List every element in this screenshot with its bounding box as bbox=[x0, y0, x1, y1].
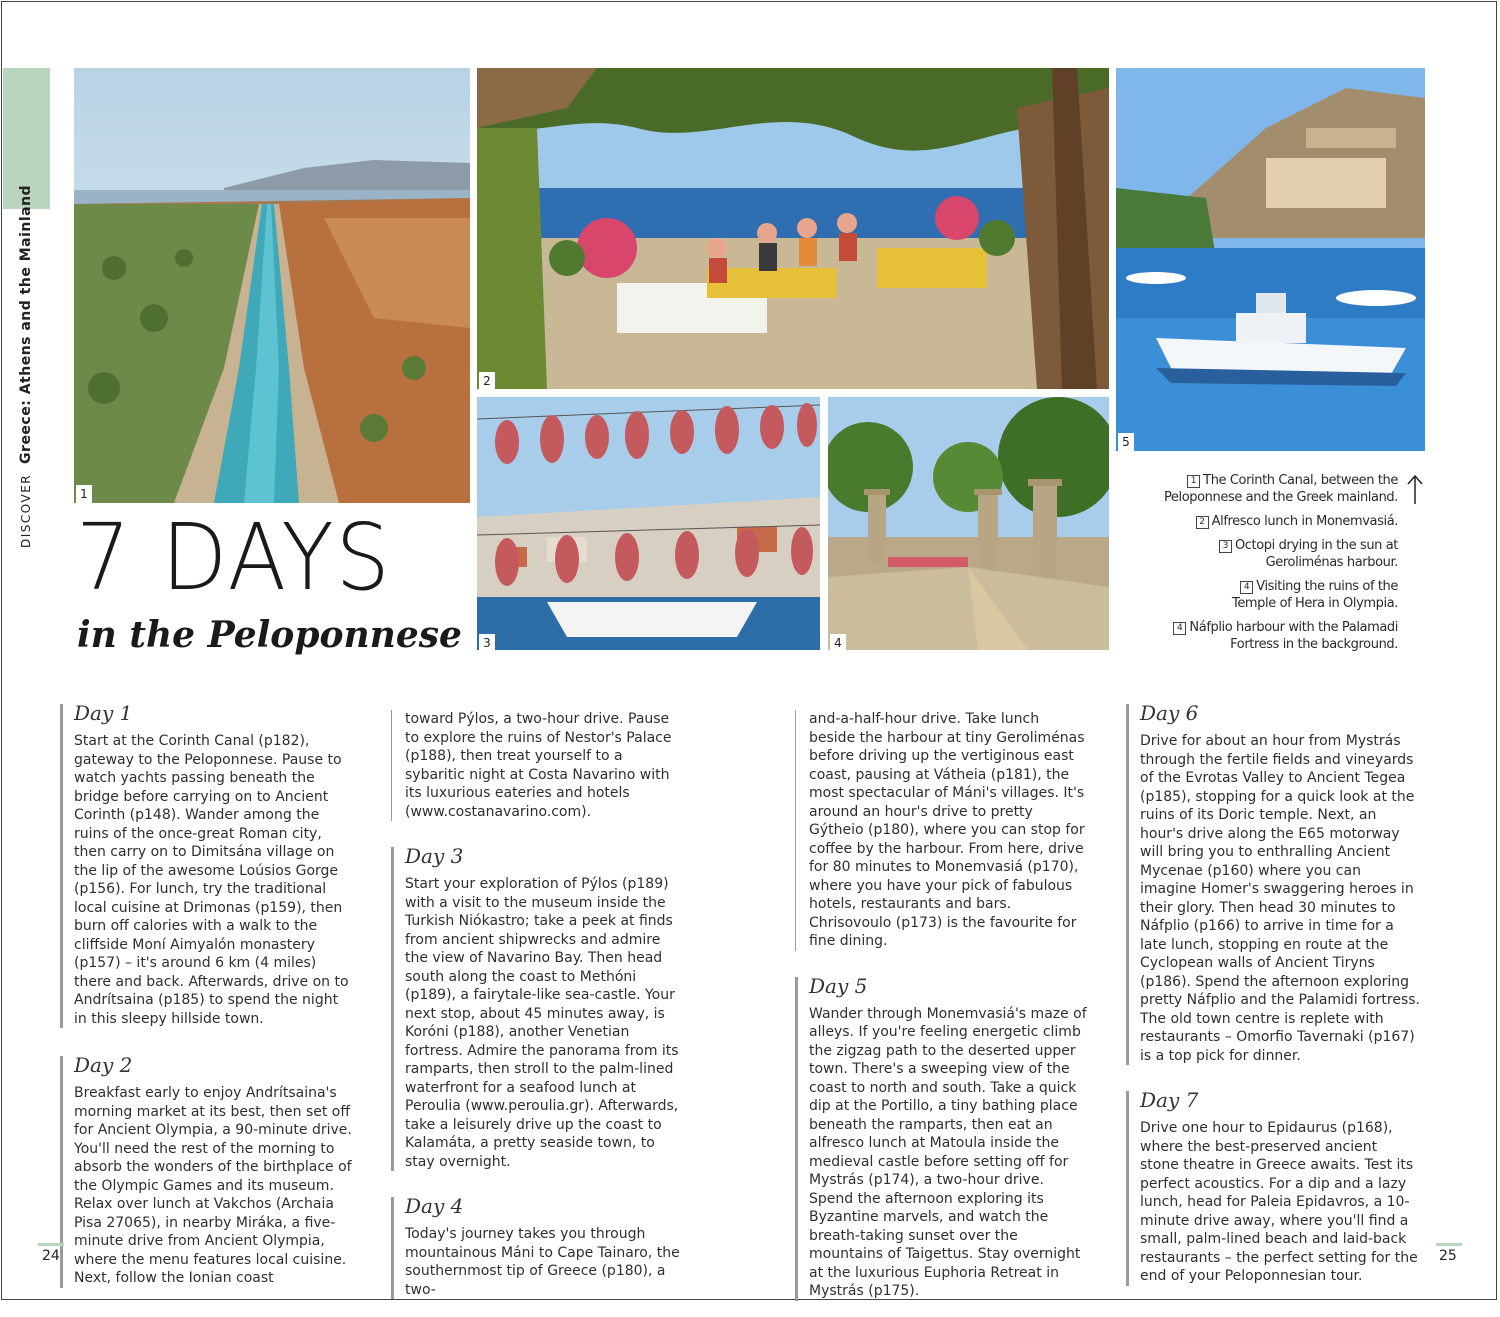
day-1-heading: Day 1 bbox=[74, 701, 133, 725]
day-7-heading: Day 7 bbox=[1140, 1088, 1199, 1112]
photo-number-5: 5 bbox=[1118, 433, 1134, 451]
photo-octopi-drying bbox=[477, 397, 820, 650]
page-number-right-bar bbox=[1436, 1243, 1462, 1246]
day-5-text: Wander through Monemvasiá's maze of alleys. If you're feeling energetic climb the zigzag path to the deserted upper town. There's a sweeping view of the coast to north and south. Take a quick dip at the Portillo, a tiny bathing place beneath the ramparts, then eat an alfresco lunch at Matoula inside the medieval castle before setting off for Mystrás (p174), a two-hour drive. Spend the afternoon exploring its Byzantine marvels, and watch the breath-taking sunset over the mountains of Taigettus. Stay overnight at the luxurious Euphoria Retreat in Mystrás (p175). bbox=[809, 1005, 1087, 1299]
caption-text: Octopi drying in the sun at Geroliménas harbour. bbox=[1234, 538, 1398, 570]
day-3-text: Start your exploration of Pýlos (p189) with a visit to the museum inside the Turkish Niókastro; take a peek at finds from ancient shipwrecks and admire the view of Navarino Bay. Then head south along the coast to Methóni (p189), a fairytale-like sea-castle. Your next stop, about 45 minutes away, is Koróni (p188), another Venetian fortress. Admire the panorama from its ramparts, then stroll to the palm-lined waterfront for a seafood lunch at Peroulia (www.peroulia.gr). Afterwards, take a leisurely drive up the coast to Kalamáta, a pretty seaside town, to stay overnight. bbox=[405, 876, 679, 1170]
caption-number: 1 bbox=[1187, 475, 1200, 488]
day-2-continued bbox=[391, 710, 683, 821]
day-2-section bbox=[60, 1052, 352, 1288]
day-6-text: Drive for about an hour from Mystrás through the fertile fields and vineyards of the Evrotas Valley to Ancient Tegea (p185), stopping for a quick look at the ruins of its Doric temple. Next, an hour's drive along the E65 motorway will bring you to enthralling Ancient Mycenae (p160) where you can imagine Homer's swaggering heroes in their glory. Then head 30 minutes to Náfplio (p166) to arrive in time for a late lunch, stopping en route at the Cyclopean walls of Ancient Tiryns (p186). Spend the afternoon exploring pretty Náfplio and the Palamidi fortress. The old town centre is replete with restaurants – Omorfio Tavernaki (p167) is a top pick for dinner. bbox=[1140, 733, 1420, 1064]
caption-number: 4 bbox=[1173, 622, 1186, 635]
day-1-text: Start at the Corinth Canal (p182), gateway to the Peloponnese. Pause to watch yachts passing beneath the bridge before carrying on to Ancient Corinth (p148). Wander among the ruins of the once-great Roman city, then carry on to Dimitsána village on the lip of the awesome Loúsios Gorge (p156). For lunch, try the traditional local cuisine at Drimonas (p159), then burn off calories with a walk to the cliffside Moní Aimyalón monastery (p157) – it's around 6 km (4 miles) there and back. Afterwards, drive on to Andrítsaina (p185) to spend the night in this sleepy hillside town. bbox=[74, 733, 349, 1027]
caption-2 bbox=[1150, 513, 1398, 530]
day-4-continued-text: and-a-half-hour drive. Take lunch beside the harbour at tiny Geroliménas before driving up the vertiginous east coast, pausing at Vátheia (p181), the most spectacular of Máni's villages. It's around an hour's drive to pretty Gýtheio (p180), where you can stop for coffee by the harbour. From here, drive for 80 minutes to Monemvasiá (p170), where you have your pick of fabulous hotels, restaurants and bars. Chrisovoulo (p173) is the favourite for fine dining. bbox=[809, 711, 1085, 949]
caption-number: 4 bbox=[1240, 581, 1253, 594]
day-4-continued bbox=[795, 710, 1089, 951]
caption-number: 2 bbox=[1196, 516, 1209, 529]
photo-number-1: 1 bbox=[76, 485, 92, 503]
day-6-section bbox=[1126, 700, 1420, 1065]
caption-4 bbox=[1150, 578, 1398, 612]
photo-number-2: 2 bbox=[479, 372, 495, 390]
caption-text: Visiting the ruins of the Temple of Hera in Olympia. bbox=[1231, 579, 1398, 611]
arrow-up-icon bbox=[1406, 474, 1424, 506]
caption-text: Náfplio harbour with the Palamadi Fortress in the background. bbox=[1189, 620, 1398, 652]
day-3-section bbox=[391, 843, 683, 1171]
discover-label: DISCOVER bbox=[19, 473, 33, 548]
day-2-heading: Day 2 bbox=[74, 1053, 133, 1077]
day-7-text: Drive one hour to Epidaurus (p168), where the best-preserved ancient stone theatre in Greece awaits. Test its perfect acoustics. For a dip and a lazy lunch, head for Paleia Epidavros, a 10-minute drive away, where you'll find a small, palm-lined beach and laid-back restaurants – the perfect setting for the end of your Peloponnesian tour. bbox=[1140, 1120, 1418, 1284]
photo-number-4: 4 bbox=[830, 634, 846, 652]
caption-number: 3 bbox=[1219, 540, 1232, 553]
photo-alfresco-lunch bbox=[477, 68, 1109, 389]
day-4-text: Today's journey takes you through mountainous Máni to Cape Tainaro, the southernmost tip of Greece (p180), a two- bbox=[405, 1226, 680, 1298]
photo-nafplio-harbour bbox=[1116, 68, 1425, 451]
day-4-heading: Day 4 bbox=[405, 1194, 464, 1218]
section-label bbox=[18, 185, 34, 548]
caption-1 bbox=[1150, 472, 1398, 506]
column-3 bbox=[795, 710, 1089, 1317]
day-1-section bbox=[60, 700, 352, 1028]
caption-text: The Corinth Canal, between the Peloponnese and the Greek mainland. bbox=[1163, 473, 1398, 505]
photo-captions bbox=[1150, 472, 1398, 660]
page-subtitle: in the Peloponnese bbox=[77, 614, 462, 656]
day-7-section bbox=[1126, 1087, 1420, 1286]
page-number-right: 25 bbox=[1439, 1248, 1457, 1264]
column-4 bbox=[1126, 700, 1420, 1302]
day-4-section bbox=[391, 1193, 683, 1299]
day-5-heading: Day 5 bbox=[809, 973, 868, 998]
caption-3 bbox=[1150, 537, 1398, 571]
photo-temple-of-hera bbox=[828, 397, 1109, 650]
day-3-heading: Day 3 bbox=[405, 844, 464, 868]
day-2-text: Breakfast early to enjoy Andrítsaina's morning market at its best, then set off for Ancient Olympia, a 90-minute drive. You'll need the rest of the morning to absorb the wonders of the birthplace of the Olympic Games and its museum. Relax over lunch at Vakchos (Archaia Pisa 27065), in nearby Miráka, a five-minute drive from Ancient Olympia, where the menu features local cuisine. Next, follow the Ionian coast bbox=[74, 1085, 352, 1286]
photo-number-3: 3 bbox=[479, 634, 495, 652]
day-5-section bbox=[795, 973, 1089, 1301]
section-name: Greece: Athens and the Mainland bbox=[18, 184, 34, 464]
column-2 bbox=[391, 710, 683, 1315]
photo-corinth-canal bbox=[74, 68, 470, 503]
day-6-heading: Day 6 bbox=[1140, 701, 1199, 725]
page-title: 7 DAYS bbox=[76, 504, 392, 611]
day-2-continued-text: toward Pýlos, a two-hour drive. Pause to explore the ruins of Nestor's Palace (p188), then treat yourself to a sybaritic night at Costa Navarino with its luxurious eateries and hotels (www.costanavarino.com). bbox=[405, 711, 672, 820]
caption-5 bbox=[1150, 619, 1398, 653]
column-1 bbox=[60, 700, 352, 1304]
caption-text: Alfresco lunch in Monemvasiá. bbox=[1211, 514, 1398, 529]
page-number-left: 24 bbox=[42, 1248, 60, 1264]
page-number-left-bar bbox=[38, 1243, 64, 1246]
